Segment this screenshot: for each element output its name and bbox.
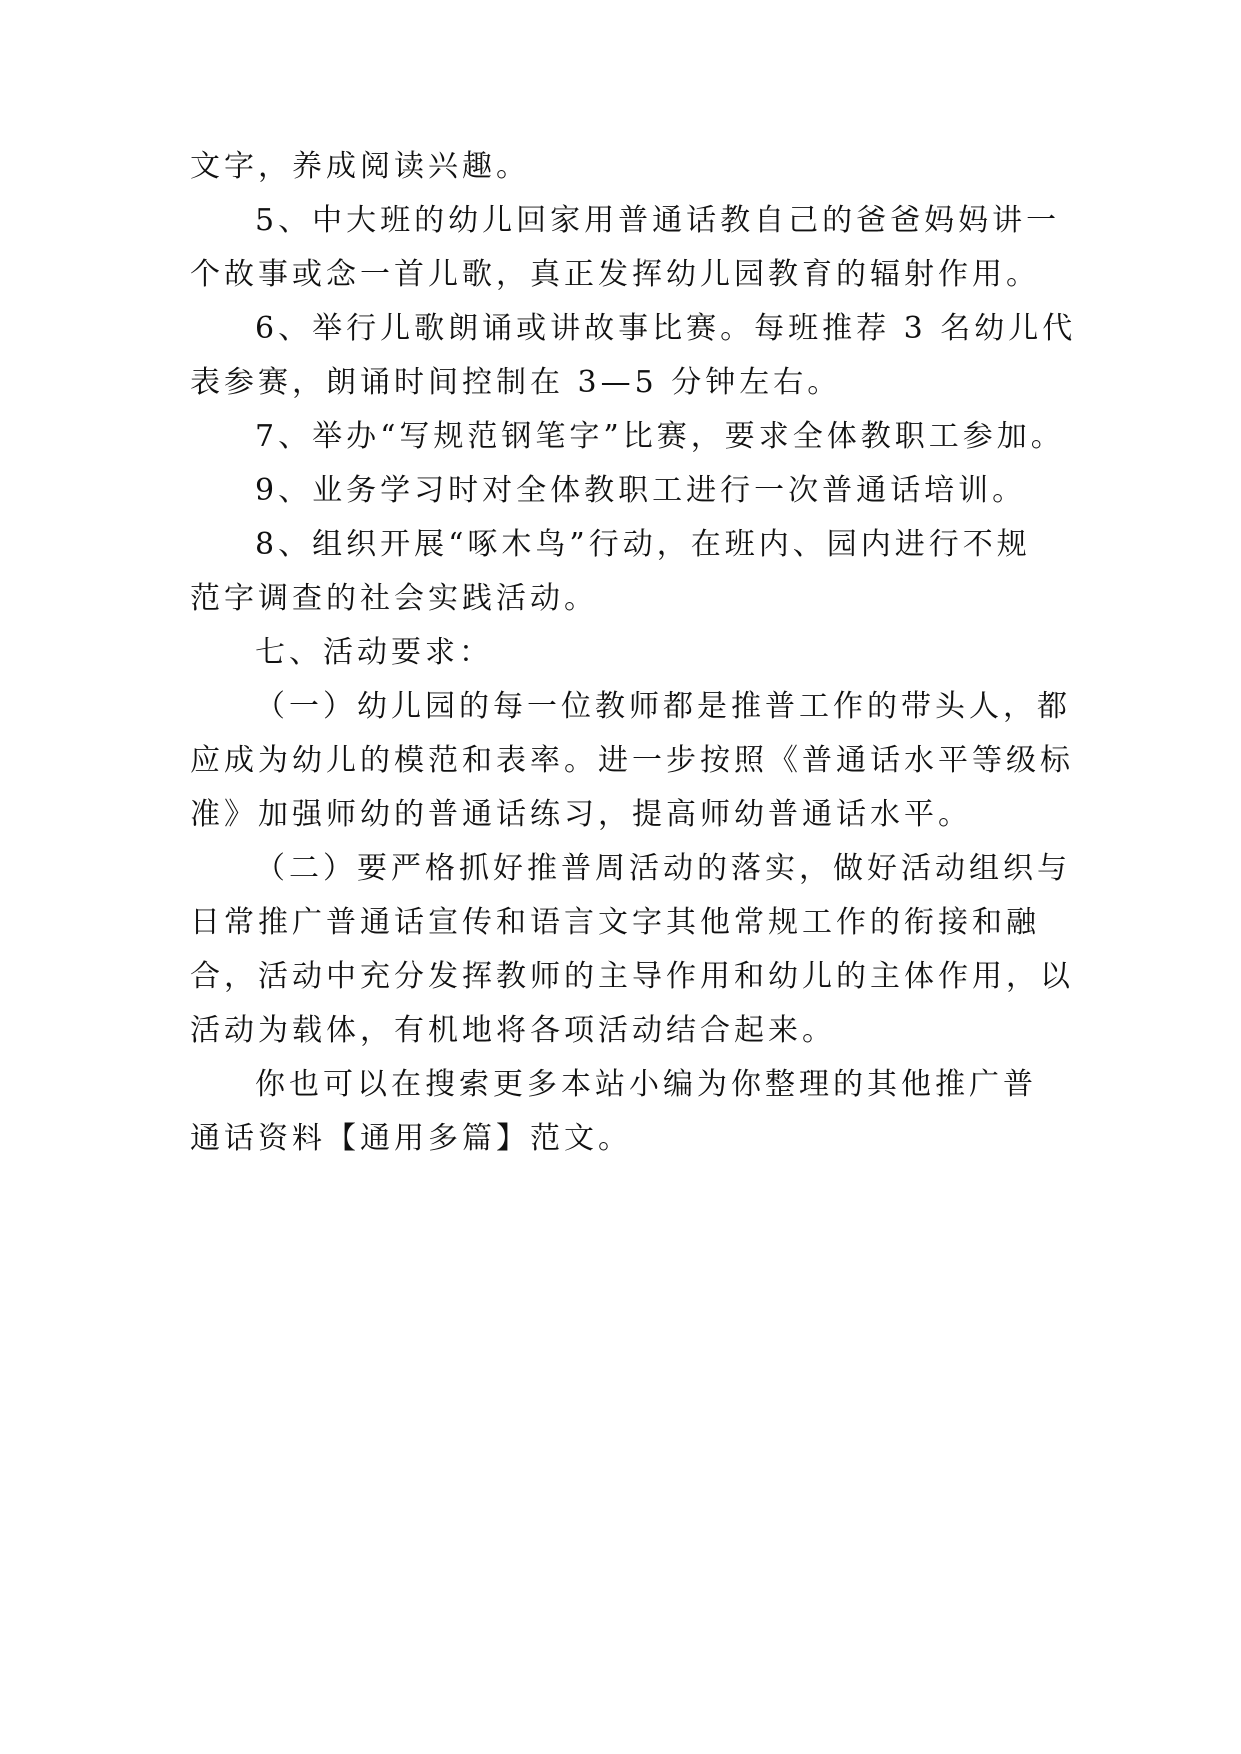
paragraph-line: （二）要严格抓好推普周活动的落实，做好活动组织与 bbox=[255, 851, 1071, 886]
paragraph-line: 7、举办“写规范钢笔字”比赛，要求全体教职工参加。 bbox=[255, 419, 1065, 454]
paragraph-line: 8、组织开展“啄木鸟”行动，在班内、园内进行不规 bbox=[255, 527, 1031, 562]
paragraph-line: 个故事或念一首儿歌，真正发挥幼儿园教育的辐射作用。 bbox=[190, 257, 1040, 292]
paragraph-line: 日常推广普通话宣传和语言文字其他常规工作的衔接和融 bbox=[190, 905, 1040, 940]
paragraph-line: 应成为幼儿的模范和表率。进一步按照《普通话水平等级标 bbox=[190, 743, 1074, 778]
paragraph-line: 合，活动中充分发挥教师的主导作用和幼儿的主体作用，以 bbox=[190, 959, 1074, 994]
paragraph-line: 表参赛，朗诵时间控制在 3—5 分钟左右。 bbox=[190, 365, 842, 400]
paragraph-line: 准》加强师幼的普通话练习，提高师幼普通话水平。 bbox=[190, 797, 972, 832]
paragraph-line: 范字调查的社会实践活动。 bbox=[190, 581, 598, 616]
paragraph-line: （一）幼儿园的每一位教师都是推普工作的带头人，都 bbox=[255, 689, 1071, 724]
paragraph-line: 9、业务学习时对全体教职工进行一次普通话培训。 bbox=[255, 473, 1027, 508]
paragraph-line: 5、中大班的幼儿回家用普通话教自己的爸爸妈妈讲一 bbox=[255, 203, 1061, 238]
section-heading: 七、活动要求： bbox=[255, 635, 493, 670]
paragraph-line: 活动为载体，有机地将各项活动结合起来。 bbox=[190, 1013, 836, 1048]
paragraph-line: 通话资料【通用多篇】范文。 bbox=[190, 1121, 632, 1156]
paragraph-line: 你也可以在搜索更多本站小编为你整理的其他推广普 bbox=[255, 1067, 1037, 1102]
paragraph-line: 文字，养成阅读兴趣。 bbox=[190, 149, 530, 184]
paragraph-line: 6、举行儿歌朗诵或讲故事比赛。每班推荐 3 名幼儿代 bbox=[255, 311, 1077, 346]
